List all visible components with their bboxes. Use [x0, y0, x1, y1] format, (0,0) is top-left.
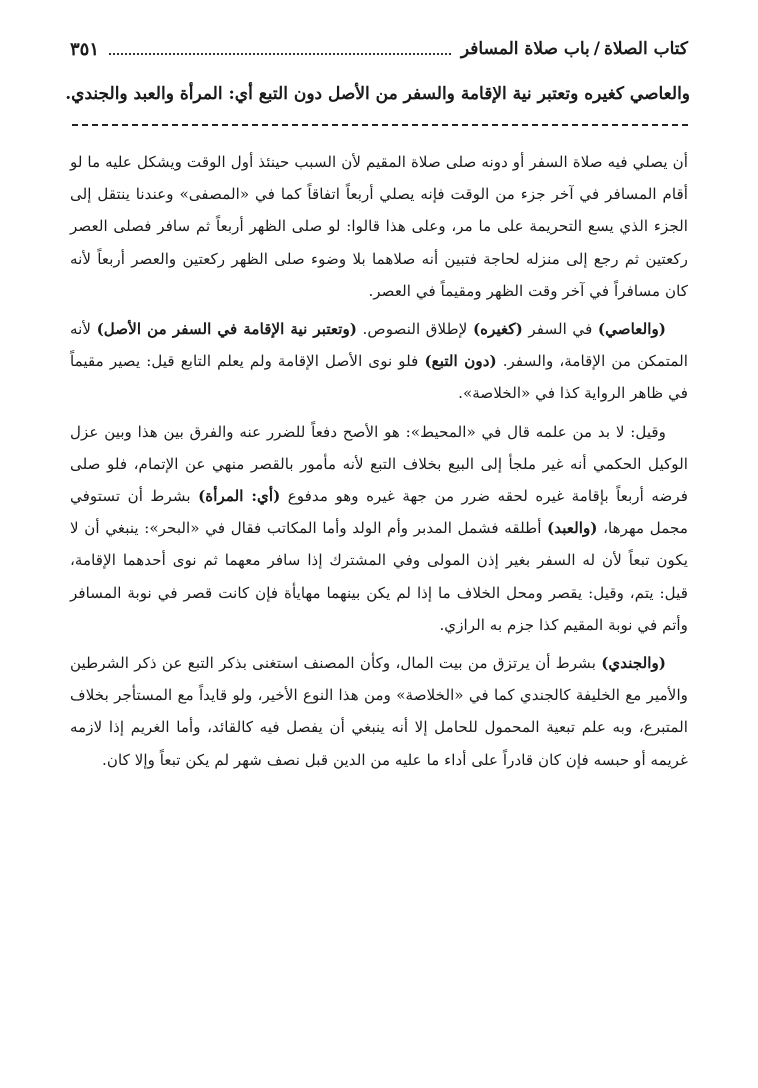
matn-quote: (دون التبع) [424, 352, 497, 371]
paragraph-2 [70, 313, 688, 410]
book-title: كتاب الصلاة [603, 39, 688, 59]
paragraph-text: بشرط أن يرتزق من بيت المال، وكأن المصنف استغنى بذكر التبع عن ذكر الشرطين والأمير مع الخليفة كالجندي كما في «الخلاصة» ومن هذا النوع الأخير، ولو قايداً مع المستأجر بخلاف المتبرع، وبه علم تبعية المحمول للحامل إلا أنه ينبغي أن يفصل فيه كالقائد، وأما الغريم إذا لازمه غريمه أو حبسه فإن كان قادراً على أداء ما عليه من الدين قبل نصف شهر لم يكن تبعاً وإلا كان. [70, 654, 688, 769]
paragraph-1 [70, 146, 688, 307]
paragraph-text: لأنه المتمكن من الإقامة، والسفر. [70, 320, 689, 371]
paragraph-text: وقيل: لا بد من علمه قال في «المحيط»: هو الأصح دفعاً للضرر عنه والفرق بين هذا وبين عزل الوكيل الحكمي أنه غير ملجأ إلى البيع بخلاف التبع لأنه مأمور بالقصر منهي عن الإتمام، فلو صلى فرضه أربعاً بإقامة غيره لحقه ضرر من جهة غيره وهو مدفوع [70, 422, 688, 506]
chapter-title: باب صلاة المسافر [460, 39, 590, 59]
matn-quote: (كغيره) [472, 320, 523, 339]
paragraph-4 [70, 647, 688, 776]
matn-commentary-divider [72, 124, 688, 126]
matn-quote: (والعبد) [547, 519, 598, 538]
paragraph-text: أن يصلي فيه صلاة السفر أو دونه صلى صلاة المقيم لأن السبب حينئذ أول الوقت ويشكل عليه ما لو أقام المسافر في آخر جزء من الوقت فإنه يصلي أربعاً اتفاقاً كما في «المصفى» وعندنا ينتقل إلى الجزء الذي يسع التحريمة على ما مر، وعلى هذا قالوا: لو صلى الظهر أربعاً ثم سافر فصلى العصر ركعتين ثم رجع إلى منزله لحاجة فتبين أنه صلاهما بلا وضوء صلى الظهر ركعتين والعصر أربعاً لأنه كان مسافراً في آخر وقت الظهر ومقيماً في العصر. [70, 153, 688, 300]
paragraph-text: لإطلاق النصوص. [356, 320, 473, 339]
paragraph-text: فلو نوى الأصل الإقامة ولم يعلم التابع قيل: يصير مقيماً في ظاهر الرواية كذا في «الخلاصة». [70, 352, 688, 403]
page-number: ٣٥١ [70, 38, 100, 60]
paragraph-3 [70, 416, 688, 641]
matn-quote: (أي: المرأة) [198, 487, 281, 506]
header-leader-dots [109, 43, 451, 55]
paragraph-text: بشرط أن تستوفي مجمل مهرها، [70, 487, 688, 538]
paragraph-text: في السفر [522, 320, 598, 339]
matn-quote: (والجندي) [601, 654, 666, 673]
matn-quote: (وتعتبر نية الإقامة في السفر من الأصل) [96, 320, 357, 339]
commentary-body [70, 146, 688, 782]
matn-text: والعاصي كغيره وتعتبر نية الإقامة والسفر من الأصل دون التبع أي: المرأة والعبد والجندي. [65, 84, 690, 104]
running-header [70, 36, 688, 62]
matn-quote: (والعاصي) [597, 320, 666, 339]
header-separator: / [593, 39, 600, 59]
paragraph-text: أطلقه فشمل المدبر وأم الولد وأما المكاتب فقال في «البحر»: ينبغي أن لا يكون تبعاً لأن له السفر بغير إذن المولى وفي المشترك إذا سافر معهما ثم نوى أحدهما الإقامة، قيل: يتم، وقيل: يقصر ومحل الخلاف ما إذا لم يكن بينهما مهايأة فإن كانت قصر في نوبة المسافر وأتم في نوبة المقيم كذا جزم به الرازي. [70, 519, 688, 634]
